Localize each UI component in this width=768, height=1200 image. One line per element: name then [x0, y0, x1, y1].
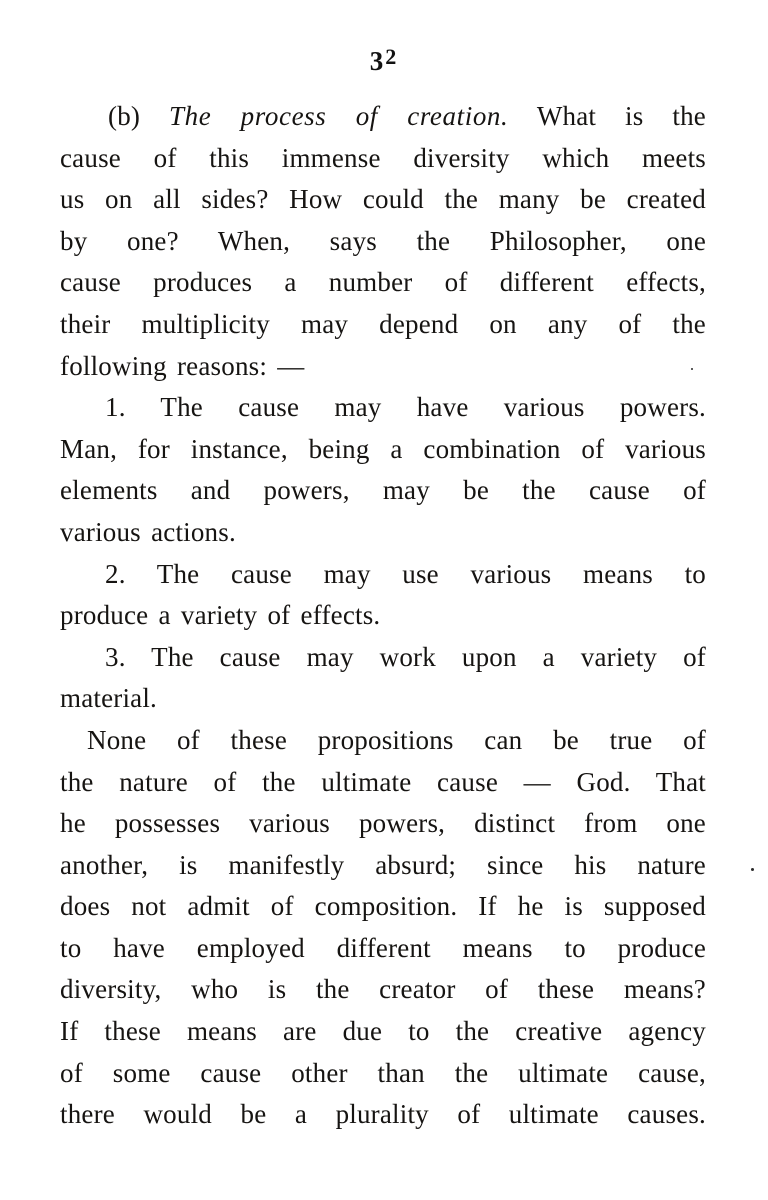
- text-segment: another, is manifestly absurd; since his nature: [60, 849, 706, 880]
- text-segment: us on all sides? How could the many be created: [60, 184, 706, 215]
- italic-text-segment: The process of creation.: [169, 101, 509, 131]
- text-segment: material.: [60, 683, 157, 714]
- text-line: [60, 678, 706, 720]
- scan-speck: [751, 868, 754, 871]
- text-line: [60, 595, 706, 637]
- list-item-paragraph: [60, 554, 706, 637]
- text-segment: there would be a plurality of ultimate causes.: [60, 1099, 706, 1130]
- page-number: $3^2$: [369, 44, 399, 76]
- text-segment: does not admit of composition. If he is supposed: [60, 891, 706, 922]
- text-line: [60, 845, 706, 887]
- text-segment: by one? When, says the Philosopher, one: [60, 225, 706, 256]
- text-line: [60, 886, 706, 928]
- text-line: [60, 554, 706, 596]
- text-line: [60, 262, 706, 304]
- list-item-paragraph: [60, 387, 706, 553]
- paragraph: [60, 720, 706, 1136]
- text-segment: their multiplicity may depend on any of the: [60, 308, 706, 339]
- text-line: [60, 387, 706, 429]
- text-line: [60, 179, 706, 221]
- text-segment: various actions.: [60, 516, 236, 547]
- text-segment: elements and powers, may be the cause of: [60, 475, 706, 506]
- text-segment: he possesses various powers, distinct from one: [60, 808, 706, 839]
- text-line: [60, 969, 706, 1011]
- text-line: [60, 221, 706, 263]
- text-line: [60, 470, 706, 512]
- text-column: [60, 96, 706, 1136]
- text-segment: None of these propositions can be true of: [87, 724, 706, 755]
- text-segment: (b): [108, 101, 170, 131]
- text-segment: cause produces a number of different effects,: [60, 267, 706, 298]
- text-segment: 2. The cause may use various means to: [105, 558, 706, 589]
- text-line: [60, 803, 706, 845]
- text-line: [60, 96, 706, 138]
- text-segment: produce a variety of effects.: [60, 600, 381, 631]
- text-line: [60, 720, 706, 762]
- text-line: [60, 1094, 706, 1136]
- text-segment: 1. The cause may have various powers.: [105, 392, 706, 423]
- text-segment: cause of this immense diversity which meets: [60, 142, 706, 173]
- text-segment: Man, for instance, being a combination of various: [60, 433, 706, 464]
- text-segment: the nature of the ultimate cause — God. That: [60, 766, 706, 797]
- text-line: [60, 637, 706, 679]
- text-line: [60, 138, 706, 180]
- text-line: [60, 1053, 706, 1095]
- text-segment: diversity, who is the creator of these means?: [60, 974, 706, 1005]
- text-segment: of some cause other than the ultimate cause,: [60, 1057, 706, 1088]
- text-line: [60, 512, 706, 554]
- text-line: [60, 429, 706, 471]
- text-line: [60, 1011, 706, 1053]
- text-line: [60, 304, 706, 346]
- text-segment: What is the: [508, 101, 706, 131]
- text-segment: If these means are due to the creative agency: [60, 1016, 706, 1047]
- text-segment: 3. The cause may work upon a variety of: [105, 641, 706, 672]
- paragraph: [60, 96, 706, 387]
- text-line: [60, 928, 706, 970]
- scan-speck: [691, 368, 693, 370]
- text-segment: to have employed different means to produce: [60, 932, 706, 963]
- text-line: [60, 762, 706, 804]
- text-segment: following reasons: —: [60, 350, 305, 381]
- text-line: [60, 346, 706, 388]
- list-item-paragraph: [60, 637, 706, 720]
